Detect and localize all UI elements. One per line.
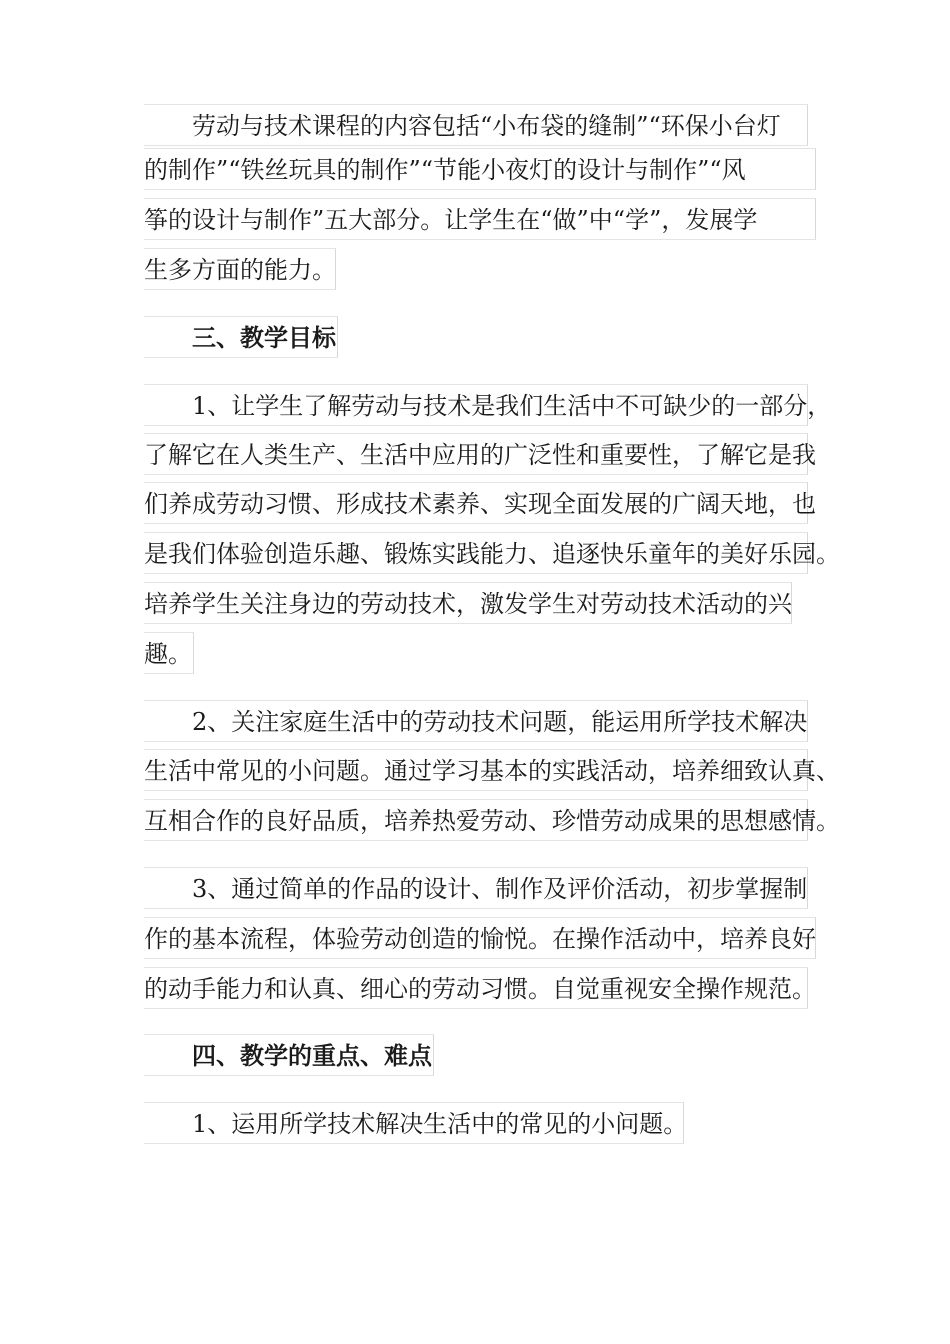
paragraph-line: 劳动与技术课程的内容包括“小布袋的缝制”“环保小台灯: [144, 104, 808, 146]
paragraph-line: 筝的设计与制作”五大部分。让学生在“做”中“学”，发展学: [144, 198, 816, 240]
goal-line: 趣。: [144, 632, 194, 674]
section-heading: 三、教学目标: [144, 316, 338, 358]
goal-line: 1、让学生了解劳动与技术是我们生活中不可缺少的一部分，: [144, 384, 808, 426]
goal-line: 2、关注家庭生活中的劳动技术问题，能运用所学技术解决: [144, 700, 808, 742]
goal-line: 作的基本流程，体验劳动创造的愉悦。在操作活动中，培养良好: [144, 917, 816, 959]
goal-line: 互相合作的良好品质，培养热爱劳动、珍惜劳动成果的思想感情。: [144, 799, 808, 841]
paragraph-line: 的制作”“铁丝玩具的制作”“节能小夜灯的设计与制作”“风: [144, 148, 816, 190]
goal-line: 是我们体验创造乐趣、锻炼实践能力、追逐快乐童年的美好乐园。: [144, 532, 808, 574]
goal-line: 们养成劳动习惯、形成技术素养、实现全面发展的广阔天地，也: [144, 482, 808, 524]
key-point-line: 1、运用所学技术解决生活中的常见的小问题。: [144, 1102, 684, 1144]
goal-line: 的动手能力和认真、细心的劳动习惯。自觉重视安全操作规范。: [144, 967, 808, 1009]
goal-line: 培养学生关注身边的劳动技术，激发学生对劳动技术活动的兴: [144, 582, 792, 624]
section-heading: 四、教学的重点、难点: [144, 1034, 434, 1076]
goal-line: 3、通过简单的作品的设计、制作及评价活动，初步掌握制: [144, 867, 808, 909]
goal-line: 了解它在人类生产、生活中应用的广泛性和重要性，了解它是我: [144, 433, 808, 475]
goal-line: 生活中常见的小问题。通过学习基本的实践活动，培养细致认真、: [144, 749, 808, 791]
paragraph-line: 生多方面的能力。: [144, 248, 336, 290]
